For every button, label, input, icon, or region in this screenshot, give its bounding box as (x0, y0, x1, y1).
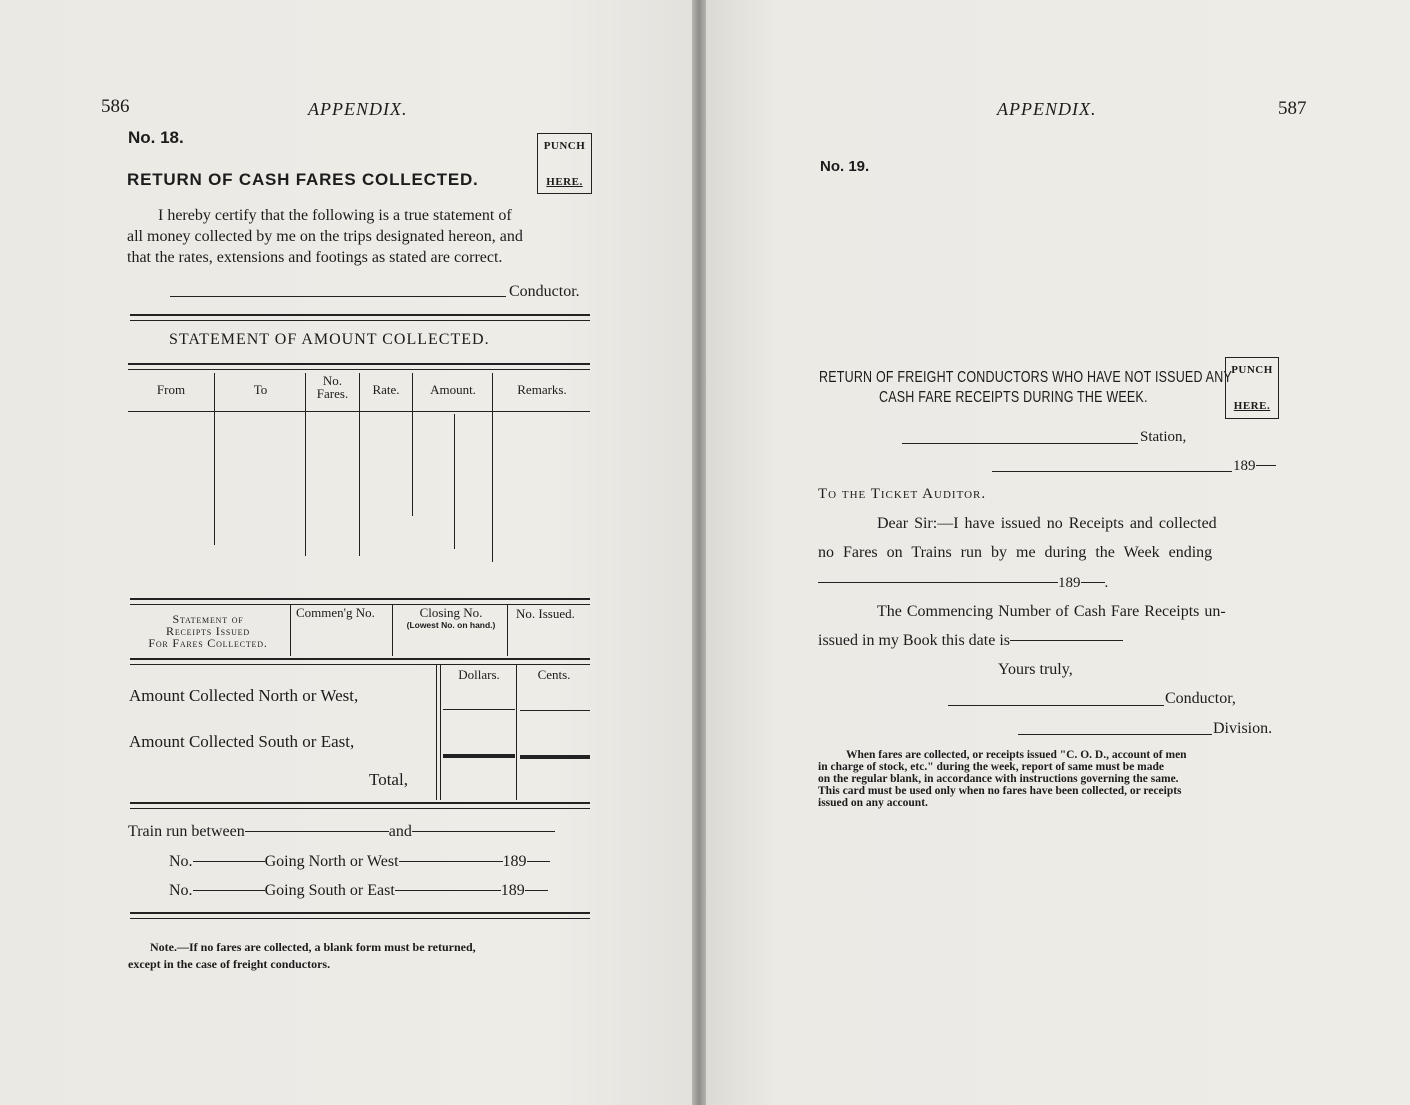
train-run-between: Train run between (128, 823, 245, 840)
punch-label-top: PUNCH (543, 140, 586, 152)
date-year (1233, 458, 1276, 475)
form-18-title: RETURN OF CASH FARES COLLECTED. (127, 170, 479, 189)
table-divider (492, 373, 493, 562)
train-north-line (169, 853, 550, 871)
dollars-total-rule (443, 754, 515, 758)
running-head-right: APPENDIX. (997, 99, 1097, 119)
col-closing: Closing No. (419, 605, 483, 620)
body-line-1: Dear Sir:—I have issued no Receipts and collected (877, 515, 1217, 532)
date-line (992, 471, 1232, 472)
conductor-label-right: Conductor, (1165, 690, 1236, 707)
train-no-label: No. (169, 853, 193, 870)
blank-line (193, 861, 265, 862)
certification-line-2: all money collected by me on the trips designated hereon, and (127, 228, 523, 245)
page-number-left: 586 (101, 96, 130, 117)
blank-line (395, 890, 501, 891)
train-run-line (128, 823, 555, 841)
division-line (1018, 734, 1212, 735)
train-north-label: Going North or West (264, 853, 399, 870)
certification-line-1: I hereby certify that the following is a true statement of (158, 207, 512, 224)
col-from: From (156, 382, 186, 397)
totals-divider (516, 665, 517, 800)
receipts-label-line-3: For Fares Collected. (148, 636, 268, 650)
blank-line (1256, 465, 1276, 466)
blank-line (1010, 640, 1123, 641)
col-to: To (253, 382, 268, 397)
amount-north: Amount Collected North or West, (129, 686, 359, 705)
cents-total-rule (520, 755, 590, 759)
body-line-4-text: issued in my Book this date is (818, 632, 1010, 649)
form-19-title-line-1: RETURN OF FREIGHT CONDUCTORS WHO HAVE NOT ISSUED ANY (819, 368, 1232, 386)
station-label: Station, (1140, 429, 1187, 445)
col-issued: No. Issued. (516, 606, 575, 621)
dollars-rule (443, 709, 515, 710)
punch-label-bottom: HERE. (1233, 400, 1271, 412)
body-line-4 (818, 632, 1123, 650)
form-19-title-line-2: CASH FARE RECEIPTS DURING THE WEEK. (879, 388, 1148, 406)
body-line-2: no Fares on Trains run by me during the Week ending (818, 544, 1213, 561)
receipts-label-line-2: Receipts Issued (166, 624, 250, 638)
right-page (706, 0, 1410, 1105)
conductor-label-left: Conductor. (509, 283, 580, 300)
blank-line (525, 890, 548, 891)
blank-line (1081, 582, 1105, 583)
col-no-fares-line-1: No. (322, 373, 343, 388)
train-year: 189 (502, 853, 527, 870)
blank-line (818, 582, 1058, 583)
closing: Yours truly, (998, 661, 1073, 678)
blank-line (527, 861, 550, 862)
punch-box-left (537, 133, 592, 194)
amount-south: Amount Collected South or East, (129, 732, 355, 751)
receipts-label (128, 613, 288, 649)
col-closing-note: (Lowest No. on hand.) (406, 620, 496, 630)
book-gutter (692, 0, 706, 1105)
train-south-line (169, 882, 548, 900)
punch-label-top: PUNCH (1231, 364, 1273, 376)
conductor-line-right (948, 705, 1164, 706)
table-divider (454, 414, 455, 549)
col-no-fares-line-2: Fares. (316, 386, 349, 401)
blank-line (193, 890, 265, 891)
right-note-line-2: in charge of stock, etc." during the week, report of same must be made (818, 761, 1165, 773)
receipts-label-line-1: Statement of (172, 612, 244, 626)
receipts-divider (392, 604, 393, 656)
right-note-line-4: This card must be used only when no fares have been collected, or receipts (818, 785, 1182, 797)
page-number-right: 587 (1278, 98, 1307, 119)
station-line (902, 443, 1138, 444)
table-divider (412, 373, 413, 516)
table-divider (305, 373, 306, 556)
train-no-label: No. (169, 882, 193, 899)
week-ending-line: 189 . (818, 575, 1108, 592)
running-head-left: APPENDIX. (308, 99, 408, 119)
col-commencing: Commen'g No. (296, 605, 375, 620)
train-south-label: Going South or East (264, 882, 395, 899)
amount-total: Total, (369, 770, 408, 789)
col-dollars: Dollars. (458, 667, 500, 682)
right-note-line-3: on the regular blank, in accordance with instructions governing the same. (818, 773, 1179, 785)
cents-rule (520, 710, 590, 711)
train-year: 189 (500, 882, 525, 899)
blank-line (399, 861, 503, 862)
division-label: Division. (1213, 720, 1273, 737)
punch-label-bottom: HERE. (546, 176, 583, 188)
col-no-fares (306, 374, 359, 400)
totals-divider (440, 665, 441, 800)
left-page (0, 0, 692, 1105)
col-cents: Cents. (537, 667, 571, 682)
right-note-line-5: issued on any account. (818, 797, 928, 809)
punch-box-right (1225, 357, 1279, 419)
statement-title: STATEMENT OF AMOUNT COLLECTED. (169, 331, 490, 348)
table-divider (359, 373, 360, 556)
certification-line-3: that the rates, extensions and footings as stated are correct. (127, 249, 503, 266)
receipts-divider (507, 604, 508, 656)
form-number-19: No. 19. (820, 158, 870, 175)
col-remarks: Remarks. (517, 382, 567, 397)
addressee: To the Ticket Auditor. (818, 486, 987, 502)
col-amount: Amount. (430, 382, 476, 397)
form-number-18: No. 18. (128, 128, 184, 147)
week-year: 189 (1058, 575, 1081, 591)
rule-double-1 (130, 314, 590, 321)
rule-double-3 (130, 598, 590, 605)
receipts-divider (290, 604, 291, 656)
date-year-value: 189 (1233, 458, 1256, 474)
train-run-and: and (388, 823, 412, 840)
rule-double-2 (128, 363, 590, 370)
col-rate: Rate. (372, 382, 400, 397)
table-divider (214, 373, 215, 545)
body-line-3: The Commencing Number of Cash Fare Receipts un- (877, 603, 1226, 620)
note-line-1: Note.—If no fares are collected, a blank form must be returned, (150, 940, 476, 954)
rule-double-5 (130, 802, 590, 809)
right-note-line-1: When fares are collected, or receipts issued "C. O. D., account of men (846, 749, 1187, 761)
totals-divider (436, 665, 437, 800)
blank-line (245, 831, 389, 832)
rule-double-4 (130, 658, 590, 665)
conductor-signature-line (170, 296, 506, 297)
blank-line (412, 831, 555, 832)
note-line-2: except in the case of freight conductors. (128, 957, 331, 971)
rule-double-6 (130, 912, 590, 919)
